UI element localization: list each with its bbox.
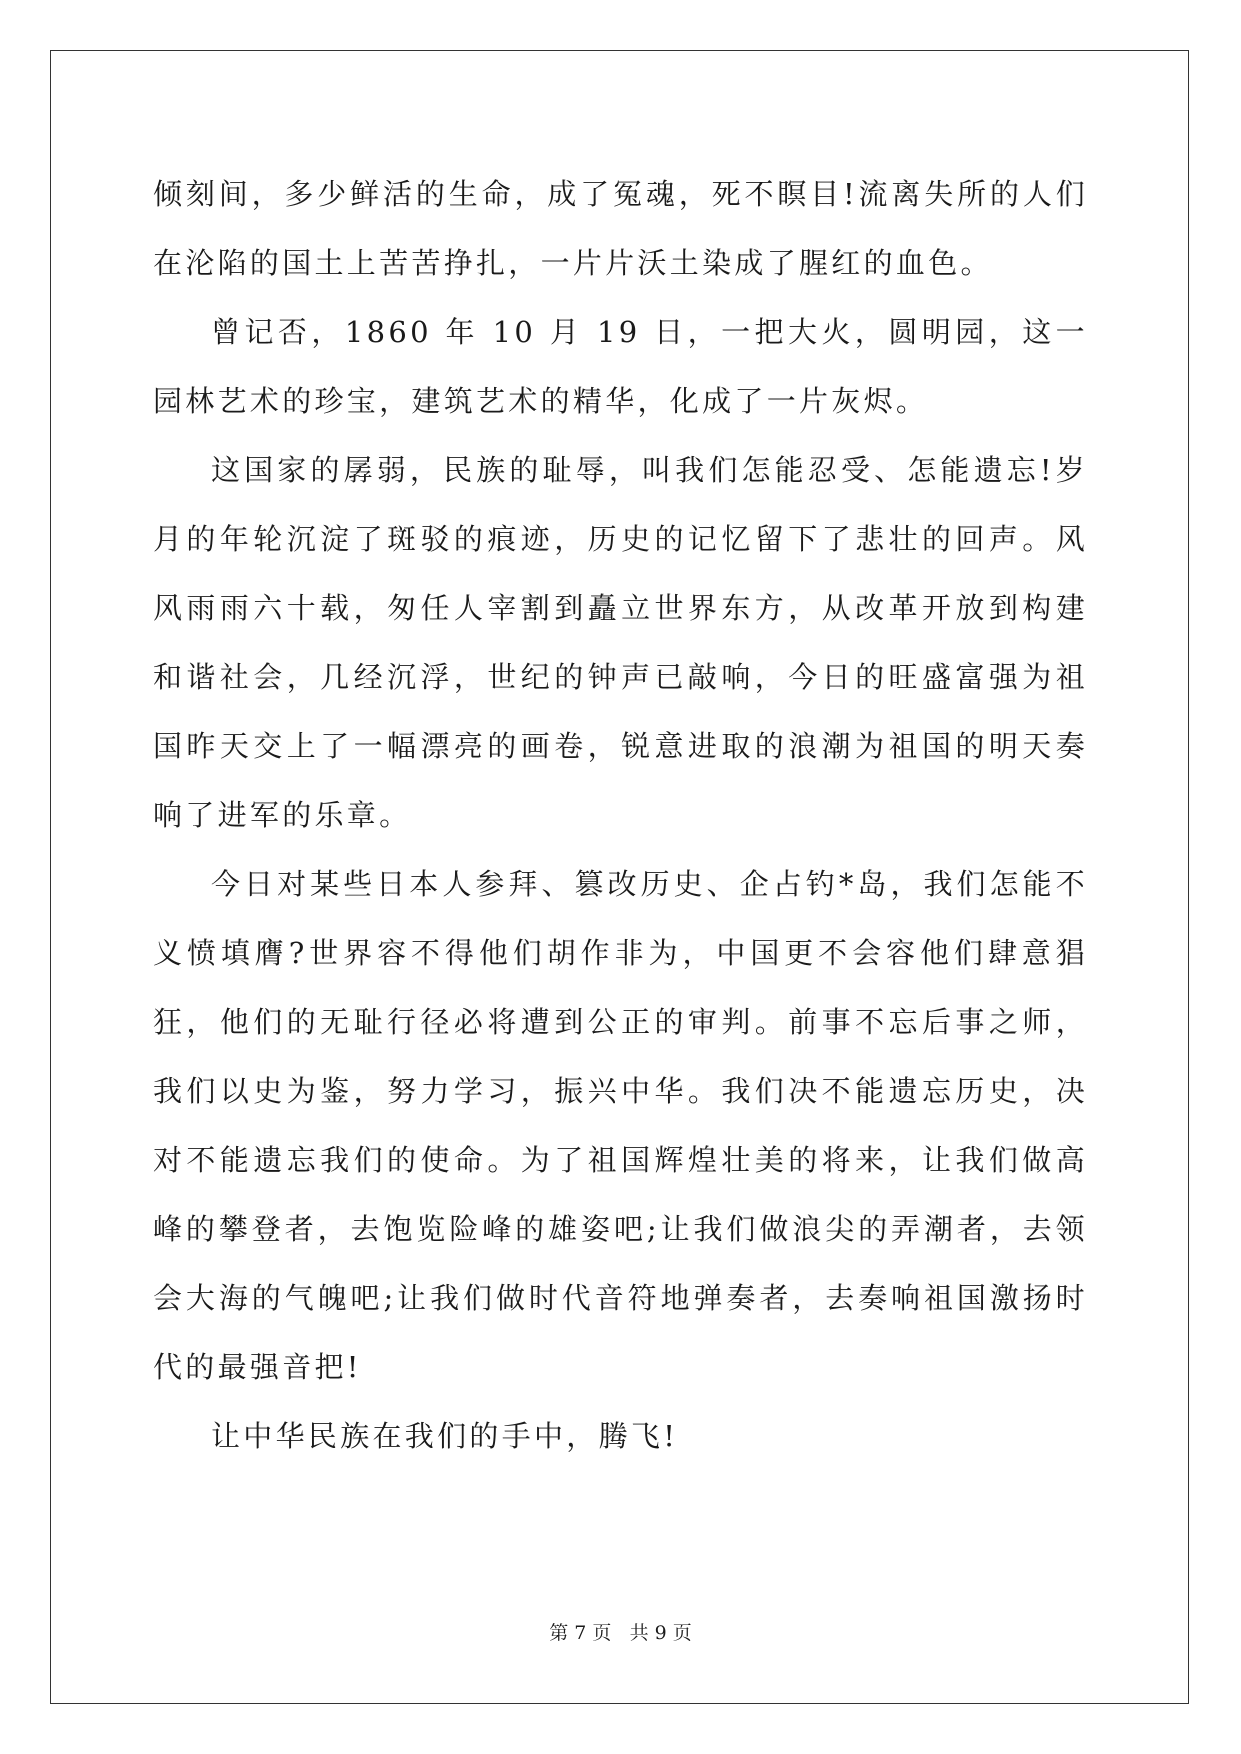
page-total: 共 9 页: [629, 1622, 692, 1644]
paragraph-5: 让中华民族在我们的手中，腾飞!: [211, 1419, 679, 1453]
paragraph-2: 曾记否，1860 年 10 月 19 日，一把大火，圆明园，这一园林艺术的珍宝，建筑艺术的精华，化成了一片灰烬。: [153, 315, 1088, 418]
page-number: 第 7 页: [549, 1622, 612, 1644]
paragraph-1: 倾刻间，多少鲜活的生命，成了冤魂，死不瞑目!流离失所的人们在沦陷的国土上苦苦挣扎，一片片沃土染成了腥红的血色。: [153, 177, 1088, 280]
page-footer: [0, 1618, 1241, 1645]
document-body: [153, 160, 1088, 1471]
paragraph-4: 今日对某些日本人参拜、篡改历史、企占钓*岛，我们怎能不义愤填膺?世界容不得他们胡作非为，中国更不会容他们肆意猖狂，他们的无耻行径必将遭到公正的审判。前事不忘后事之师，我们以史为鉴，努力学习，振兴中华。我们决不能遗忘历史，决对不能遗忘我们的使命。为了祖国辉煌壮美的将来，让我们做高峰的攀登者，去饱览险峰的雄姿吧;让我们做浪尖的弄潮者，去领会大海的气魄吧;让我们做时代音符地弹奏者，去奏响祖国激扬时代的最强音把!: [153, 867, 1088, 1384]
paragraph-3: 这国家的孱弱，民族的耻辱，叫我们怎能忍受、怎能遗忘!岁月的年轮沉淀了斑驳的痕迹，历史的记忆留下了悲壮的回声。风风雨雨六十载，匆任人宰割到矗立世界东方，从改革开放到构建和谐社会，几经沉浮，世纪的钟声已敲响，今日的旺盛富强为祖国昨天交上了一幅漂亮的画卷，锐意进取的浪潮为祖国的明天奏响了进军的乐章。: [153, 453, 1088, 832]
